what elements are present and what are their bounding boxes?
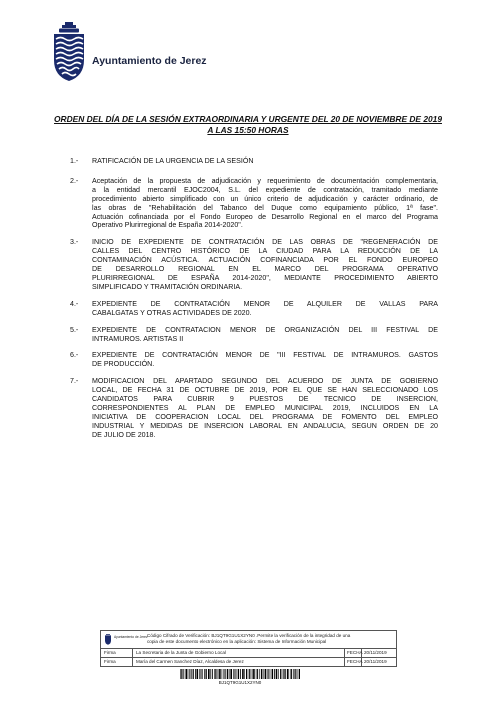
signer-name: María del Carmen Sanchez Díaz, Alcaldesa de Jerez	[133, 658, 345, 666]
signature-label: Firma	[101, 658, 133, 666]
barcode-bar	[229, 669, 230, 679]
barcode-bar	[249, 669, 250, 679]
agenda-item-number: 3.-	[70, 238, 79, 247]
barcode-bar	[199, 669, 200, 679]
agenda-item	[70, 176, 438, 230]
agenda-item-line: EXPEDIENTE DE CONTRATACION MENOR DE ORGANIZACIÓN DEL III FESTIVAL DE	[92, 325, 438, 334]
agenda-item-number: 2.-	[70, 176, 79, 185]
signature-row	[101, 657, 396, 666]
barcode-bar	[280, 669, 281, 679]
title-line: ORDEN DEL DÍA DE LA SESIÓN EXTRAORDINARIA Y URGENTE DEL 20 DE NOVIEMBRE DE 2019	[54, 114, 442, 124]
barcode-bar	[219, 669, 221, 679]
barcode-bar	[214, 669, 215, 679]
barcode-bar	[295, 669, 296, 679]
barcode-text: BJ1QT9G1U1X2YN0	[218, 680, 262, 685]
barcode-bar	[197, 669, 199, 679]
agenda-item-line: las obras de "Rehabilitación del Tabanco del Duque como equipamiento público, 1ª fase".	[92, 203, 438, 212]
barcode-bar	[287, 669, 289, 679]
barcode	[180, 669, 300, 679]
page-title	[48, 114, 448, 136]
date-label: FECHA	[347, 659, 363, 664]
barcode-bar	[202, 669, 203, 679]
agenda-list	[70, 157, 438, 440]
barcode-bar	[189, 669, 190, 679]
agenda-item-line: CALLES DEL CENTRO HISTÓRICO DE LA CIUDAD PARA LA REDUCCIÓN DE LA	[92, 247, 438, 256]
barcode-bar	[242, 669, 244, 679]
barcode-bar	[180, 669, 181, 679]
barcode-bar	[257, 669, 258, 679]
barcode-bar	[218, 669, 219, 679]
agenda-item-line: a la entidad mercantil EJOC2004, S.L. del expediente de contratación, tramitado mediante	[92, 185, 438, 194]
barcode-bar	[267, 669, 268, 679]
barcode-bar	[271, 669, 272, 679]
agenda-item-line: Aceptación de la propuesta de adjudicación y requerimiento de documentación complementaria,	[92, 176, 438, 185]
verification-footer	[100, 630, 397, 667]
barcode-bar	[212, 669, 213, 679]
barcode-bar	[227, 669, 228, 679]
barcode-bar	[282, 669, 283, 679]
barcode-bar	[225, 669, 226, 679]
barcode-bar	[240, 669, 241, 679]
document-header	[52, 22, 252, 84]
barcode-bar	[278, 669, 279, 679]
barcode-bar	[268, 669, 269, 679]
agenda-item-number: 7.-	[70, 377, 79, 386]
barcode-bar	[293, 669, 294, 679]
barcode-bar	[224, 669, 225, 679]
barcode-bar	[263, 669, 264, 679]
agenda-item-number: 1.-	[70, 157, 79, 165]
barcode-bar	[285, 669, 286, 679]
barcode-bar	[210, 669, 211, 679]
barcode-bar	[238, 669, 239, 679]
agenda-item	[70, 238, 438, 291]
agenda-item-line: Actuación cofinanciada por el Fondo Europeo de Desarrollo Regional en el marco del Programa	[92, 212, 438, 221]
agenda-item-line: EXPEDIENTE DE CONTRATACIÓN MENOR DE "III FESTIVAL DE INTRAMUROS. GASTOS	[92, 351, 438, 360]
title-line: A LAS 15:50 HORAS	[207, 125, 289, 135]
barcode-bar	[183, 669, 184, 679]
date-label: FECHA	[347, 650, 363, 655]
barcode-bar	[253, 669, 255, 679]
verification-line: copia de este documento electrónico en la aplicación: Sistema de Información Municipal	[147, 639, 327, 644]
barcode-bar	[244, 669, 245, 679]
agenda-item-line: INICIATIVA DE COOPERACION LOCAL DEL PROGRAMA DE FOMENTO DEL EMPLEO	[92, 412, 438, 421]
signature-label: Firma	[101, 649, 133, 657]
barcode-bar	[186, 669, 188, 679]
barcode-bar	[246, 669, 247, 679]
barcode-bar	[261, 669, 262, 679]
agenda-item-line: INDUSTRIAL Y MEDIDAS DE INSERCION LABORAL EN ANDALUCIA, SEGUN ORDEN DE 20	[92, 421, 438, 430]
agenda-item-line: DE JULIO DE 2018.	[92, 430, 156, 439]
jerez-coat-of-arms-logo	[52, 22, 86, 82]
agenda-item-line: Operativo Plurirregional de España 2014-2020".	[92, 221, 243, 230]
barcode-bar	[181, 669, 182, 679]
barcode-bar	[291, 669, 292, 679]
agenda-item-line: procedimiento abierto simplificado con un único criterio de adjudicación y carácter ordinario, de	[92, 194, 438, 203]
agenda-item-line: SIMPLIFICADO Y TRAMITACIÓN ORDINARIA.	[92, 282, 243, 291]
signer-name: La Secretaria de la Junta de Gobierno Local	[133, 649, 345, 657]
agenda-item-number: 6.-	[70, 351, 79, 360]
agenda-item-number: 4.-	[70, 299, 79, 308]
barcode-bar	[230, 669, 232, 679]
agenda-item	[70, 157, 438, 166]
agenda-item	[70, 325, 438, 344]
barcode-bar	[206, 669, 207, 679]
verification-row	[101, 631, 396, 648]
agenda-item-line: CONTAMINACIÓN ACÚSTICA. ACTUACIÓN COFINANCIADA POR EL FONDO EUROPEO	[92, 256, 438, 265]
barcode-bar	[193, 669, 194, 679]
barcode-bar	[233, 669, 234, 679]
agenda-item-line: CORRESPONDIENTES AL PLAN DE EMPLEO MUNICIPAL 2019, INCLUIDOS EN LA	[92, 403, 438, 412]
barcode-bar	[290, 669, 291, 679]
agenda-item-line: RATIFICACIÓN DE LA URGENCIA DE LA SESIÓN	[92, 157, 254, 165]
agenda-item	[70, 299, 438, 318]
signature-date: 20/11/2019	[364, 659, 387, 664]
verification-table	[100, 630, 397, 667]
barcode-bar	[256, 669, 257, 679]
barcode-bar	[299, 669, 300, 679]
barcode-bar	[204, 669, 205, 679]
mini-logo-text: Ayuntamiento de Jerez	[114, 635, 148, 639]
barcode-bar	[265, 669, 267, 679]
barcode-bar	[252, 669, 253, 679]
verification-line: Código Cifrado de Verificación: BJ1QT9G1U1X2YN0 .Permite la verificación de la integridad de una	[147, 633, 351, 638]
barcode-bar	[272, 669, 273, 679]
barcode-bar	[235, 669, 236, 679]
signature-row	[101, 648, 396, 657]
agenda-item	[70, 351, 438, 369]
barcode-bar	[259, 669, 260, 679]
barcode-bar	[208, 669, 210, 679]
agenda-item-line: INTRAMUROS. ARTISTAS II	[92, 334, 184, 343]
barcode-bar	[276, 669, 278, 679]
agenda-item-line: DE PRODUCCIÓN.	[92, 360, 155, 369]
signature-date: 20/11/2019	[364, 650, 387, 655]
organization-name: Ayuntamiento de Jerez	[92, 55, 207, 67]
barcode-bar	[237, 669, 238, 679]
agenda-item-line: PLURIRREGIONAL DE ESPAÑA 2014-2020", MEDIANTE PROCEDIMIENTO ABIERTO	[92, 273, 438, 282]
jerez-mini-logo-icon	[104, 633, 112, 645]
barcode-bar	[201, 669, 202, 679]
barcode-bar	[297, 669, 298, 679]
agenda-item-line: CABALGATAS Y OTRAS ACTIVIDADES DE 2020.	[92, 308, 252, 317]
barcode-bar	[188, 669, 189, 679]
barcode-bar	[222, 669, 223, 679]
barcode-bar	[215, 669, 216, 679]
agenda-item-line: MODIFICACION DEL APARTADO SEGUNDO DEL ACUERDO DE JUNTA DE GOBIERNO	[92, 377, 438, 386]
agenda-item	[70, 377, 438, 439]
agenda-item-line: EXPEDIENTE DE CONTRATACIÓN MENOR DE ALQUILER DE VALLAS PARA	[92, 299, 438, 308]
barcode-bar	[191, 669, 192, 679]
barcode-bar	[248, 669, 249, 679]
barcode-bar	[274, 669, 275, 679]
agenda-item-line: LOCAL, DE FECHA 31 DE OCTUBRE DE 2019, POR EL QUE SE HAN SELECCIONADO LOS	[92, 386, 438, 395]
verification-code-text	[147, 633, 392, 645]
barcode-bar	[195, 669, 196, 679]
agenda-item-line: CANDIDATOS PARA CUBRIR 9 PUESTOS DE TECNICO DE INSERCION,	[92, 395, 438, 404]
barcode-bar	[283, 669, 284, 679]
agenda-item-line: INICIO DE EXPEDIENTE DE CONTRATACIÓN DE LAS OBRAS DE "REGENERACIÓN DE	[92, 238, 438, 247]
agenda-item-line: DE DESARROLLO REGIONAL EN EL MARCO DEL PROGRAMA OPERATIVO	[92, 265, 438, 274]
agenda-item-number: 5.-	[70, 325, 79, 334]
